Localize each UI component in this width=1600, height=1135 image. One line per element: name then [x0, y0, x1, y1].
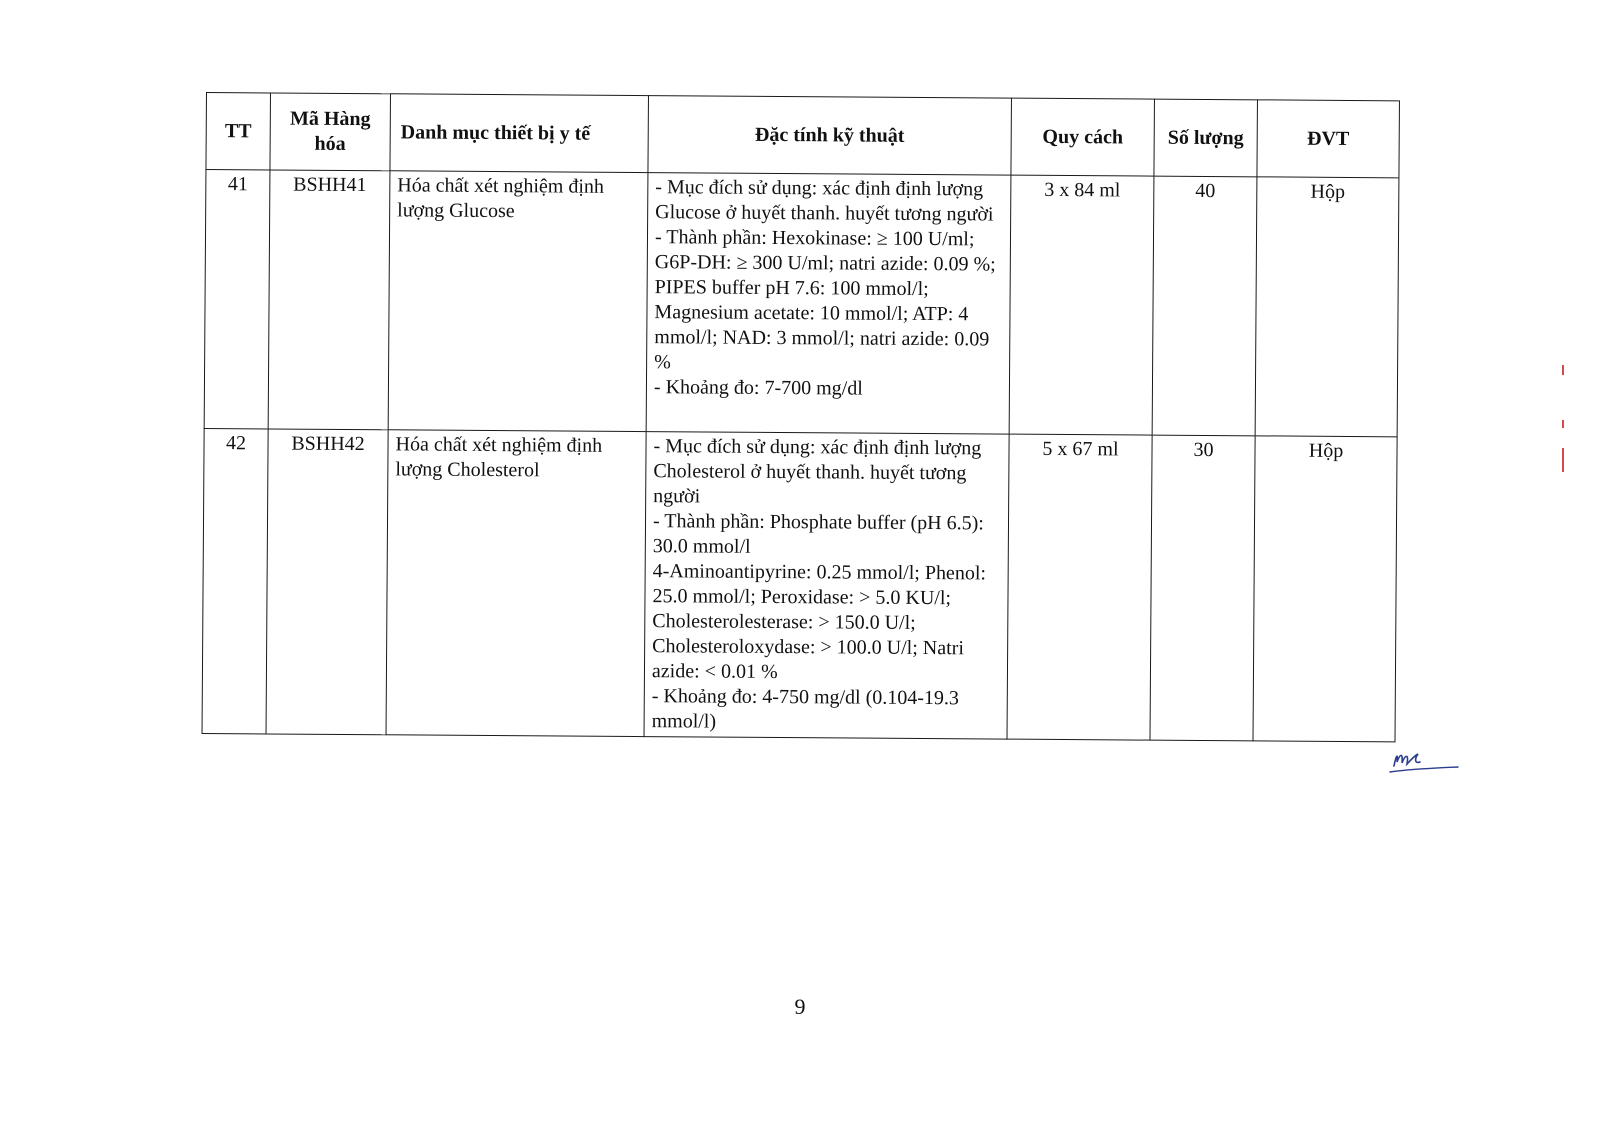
table-row — [204, 170, 1399, 437]
scan-edge-mark — [1562, 448, 1564, 472]
cell-unit: Hộp — [1255, 177, 1399, 437]
spec-line: - Mục đích sử dụng: xác định định lượng Cholesterol ở huyết thanh. huyết tương người — [653, 435, 982, 508]
header-tt: TT — [206, 93, 271, 170]
cell-quantity: 30 — [1150, 435, 1255, 741]
cell-code: BSHH41 — [268, 170, 390, 430]
cell-packing: 3 x 84 ml — [1009, 175, 1154, 435]
spec-line: - Khoảng đo: 4-750 mg/dl (0.104-19.3 mmol/l) — [651, 685, 960, 733]
spec-line: - Khoảng đo: 7-700 mg/dl — [653, 376, 863, 400]
cell-tt: 41 — [204, 170, 270, 429]
scan-edge-mark — [1562, 365, 1564, 375]
header-packing: Quy cách — [1011, 98, 1155, 176]
spec-line: - Mục đích sử dụng: xác định định lượng Glucose ở huyết thanh. huyết tương người — [655, 176, 994, 226]
spec-line: - Thành phần: Hexokinase: ≥ 100 U/ml; G6P-DH: ≥ 300 U/ml; natri azide: 0.09 %; PIPES buffer pH 7.6: 100 mmol/l; Magnesium acetate: 10 mmol/l; ATP: 4 mmol/l; NAD: 3 mmol/l; natri azide: 0.09 % — [654, 226, 996, 374]
table-header-row — [206, 93, 1400, 178]
equipment-table-container — [202, 92, 1399, 742]
spec-line: - Thành phần: Phosphate buffer (pH 6.5): 30.0 mmol/l — [652, 510, 984, 558]
header-spec: Đặc tính kỹ thuật — [648, 96, 1012, 176]
header-unit: ĐVT — [1257, 100, 1400, 178]
spec-line: 4-Aminoantipyrine: 0.25 mmol/l; Phenol: 25.0 mmol/l; Peroxidase: > 5.0 KU/l; Cholesterolesterase: > 150.0 U/l; Cholesteroloxydase: > 100.0 U/l; Natri azide: < 0.01 % — [651, 560, 987, 684]
cell-name: Hóa chất xét nghiệm định lượng Glucose — [388, 171, 648, 432]
table-row — [202, 428, 1397, 741]
cell-quantity: 40 — [1152, 176, 1257, 436]
header-quantity: Số lượng — [1154, 99, 1258, 177]
equipment-table — [202, 92, 1400, 742]
cell-packing: 5 x 67 ml — [1007, 434, 1152, 740]
cell-code: BSHH42 — [266, 429, 388, 735]
header-name: Danh mục thiết bị y tế — [390, 94, 649, 173]
cell-tt: 42 — [202, 428, 268, 733]
scan-edge-mark — [1562, 420, 1564, 428]
signature-initials-icon — [1388, 744, 1460, 776]
cell-spec — [646, 173, 1011, 435]
header-code: Mã Hàng hóa — [270, 93, 391, 171]
page-number: 9 — [794, 994, 806, 1019]
cell-unit: Hộp — [1253, 436, 1397, 742]
cell-name: Hóa chất xét nghiệm định lượng Cholesterol — [386, 430, 646, 737]
cell-spec — [644, 432, 1009, 740]
